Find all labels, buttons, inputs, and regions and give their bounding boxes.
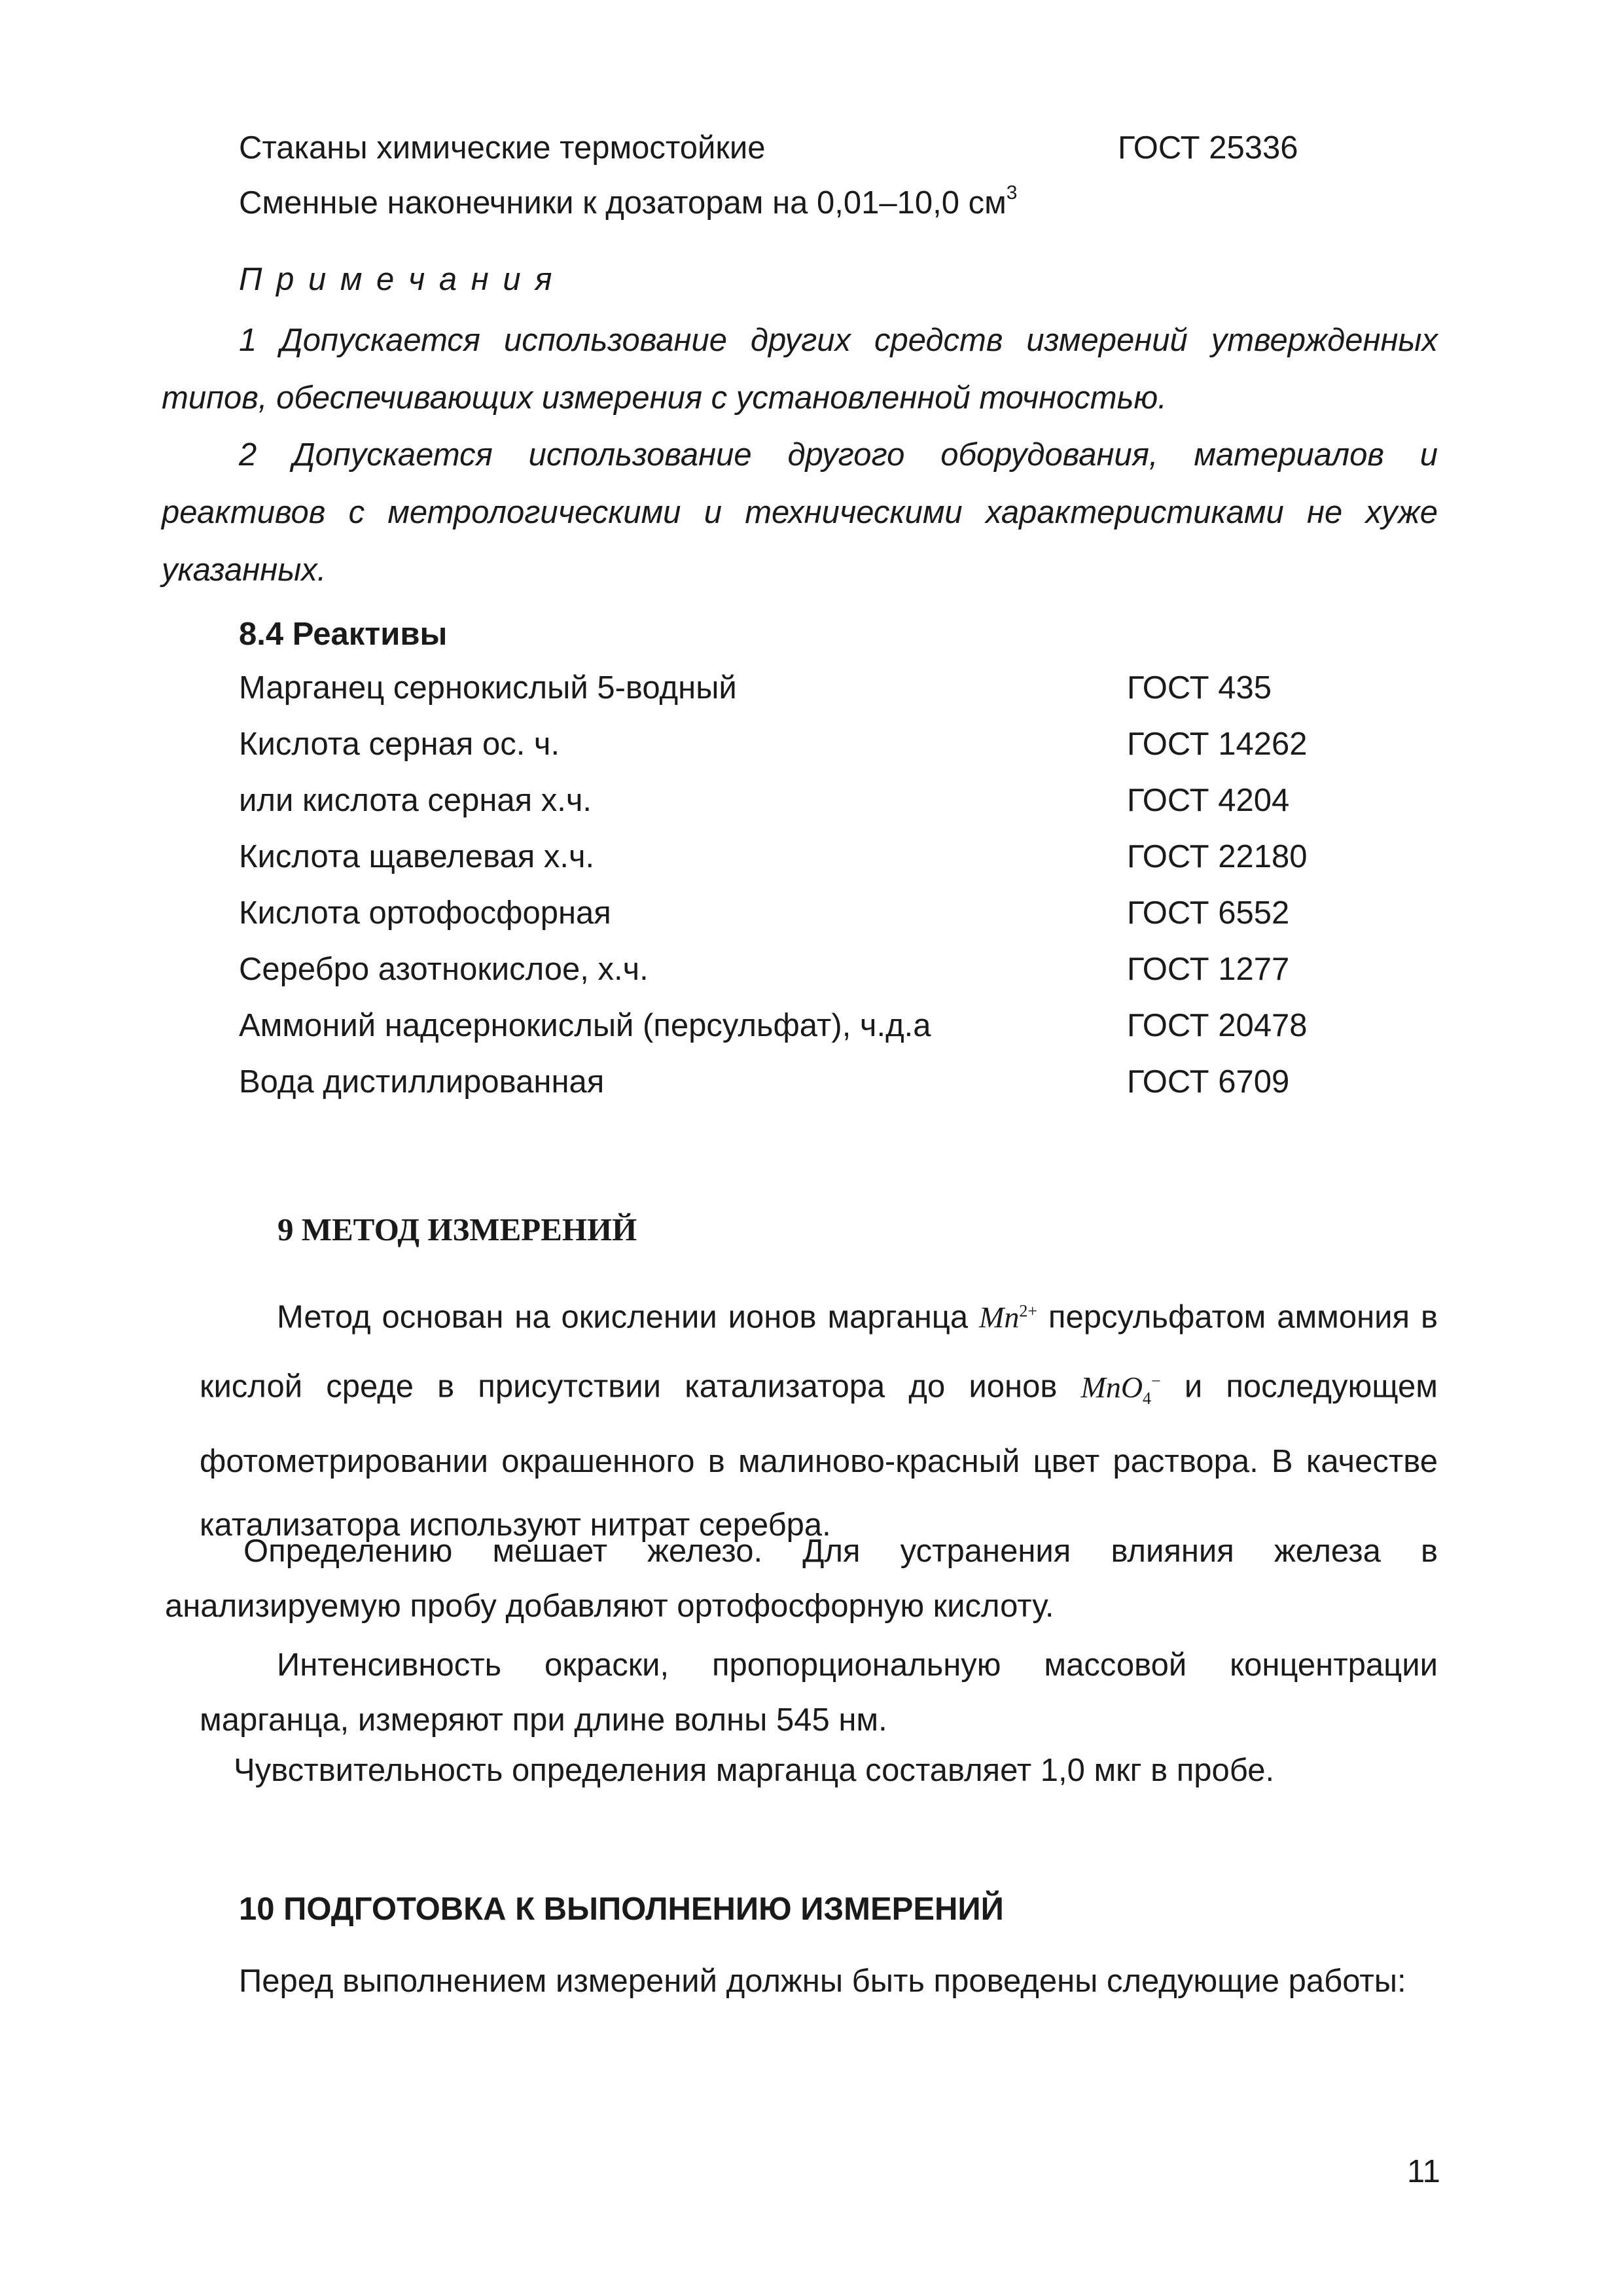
reagent-name: Серебро азотнокислое, х.ч. [239, 952, 649, 987]
note-2: 2 Допускается использование другого оборудования, материалов и реактивов с метрологическими и техническими характеристиками не хуже указанных. [162, 437, 1438, 588]
reagent-gost: ГОСТ 22180 [1127, 839, 1308, 874]
reagent-name: Марганец сернокислый 5-водный [239, 670, 737, 706]
method-text-c: и последующем фотометрировании окрашенного в малиново-красный цвет раствора. В качестве катализатора используют нитрат серебра. [200, 1369, 1438, 1543]
reagent-name: Кислота серная ос. ч. [239, 726, 560, 762]
mno4-ion-formula [1080, 1370, 1161, 1408]
method-text-b: персульфатом аммония в кислой среде в присутствии катализатора до ионов [200, 1299, 1438, 1405]
reagent-name: Аммоний надсернокислый (персульфат), ч.д.а [239, 1008, 931, 1043]
notes-title: П р и м е ч а н и я [239, 262, 555, 297]
reagent-gost: ГОСТ 435 [1127, 670, 1272, 706]
section-9-paragraph-3: Интенсивность окраски, пропорциональную массовой концентрации марганца, измеряют при длине волны 545 нм. [200, 1647, 1438, 1738]
section-9-paragraph-4: Чувствительность определения марганца составляет 1,0 мкг в пробе. [234, 1753, 1275, 1788]
section-9-paragraph-1 [200, 1280, 1438, 1557]
mn-charge: 2+ [1019, 1302, 1038, 1321]
reagent-gost: ГОСТ 6552 [1127, 895, 1290, 931]
section-9-heading: 9 МЕТОД ИЗМЕРЕНИЙ [277, 1211, 637, 1247]
reagent-gost: ГОСТ 1277 [1127, 952, 1290, 987]
reagent-gost: ГОСТ 4204 [1127, 783, 1290, 818]
reagent-gost: ГОСТ 14262 [1127, 726, 1308, 762]
reagent-gost: ГОСТ 20478 [1127, 1008, 1308, 1043]
mn-ion-formula [979, 1300, 1037, 1334]
equipment-tips-text: Сменные наконечники к дозаторам на 0,01–10,0 см [239, 185, 1007, 221]
page-number: 11 [1407, 2154, 1440, 2189]
equipment-beakers-gost: ГОСТ 25336 [1118, 130, 1298, 166]
reagent-name: Кислота ортофосфорная [239, 895, 611, 931]
reagent-name: или кислота серная х.ч. [239, 783, 592, 818]
mno4-base: MnO [1080, 1370, 1143, 1404]
equipment-tips [239, 184, 1017, 223]
section-10-intro: Перед выполнением измерений должны быть проведены следующие работы: [239, 1964, 1406, 1999]
cubic-superscript: 3 [1006, 182, 1018, 204]
section-10-heading: 10 ПОДГОТОВКА К ВЫПОЛНЕНИЮ ИЗМЕРЕНИЙ [239, 1892, 1004, 1927]
mno4-subscript: 4 [1143, 1388, 1152, 1408]
method-text-a: Метод основан на окислении ионов марганца [277, 1299, 969, 1335]
equipment-beakers: Стаканы химические термостойкие [239, 130, 766, 166]
reagents-heading: 8.4 Реактивы [239, 617, 448, 652]
reagent-name: Вода дистиллированная [239, 1064, 605, 1100]
mn-base: Mn [979, 1300, 1020, 1335]
reagent-gost: ГОСТ 6709 [1127, 1064, 1290, 1100]
note-1: 1 Допускается использование других средств измерений утвержденных типов, обеспечивающих измерения с установленной точностью. [162, 323, 1438, 416]
reagent-name: Кислота щавелевая х.ч. [239, 839, 595, 874]
mno4-charge: − [1151, 1371, 1161, 1391]
section-9-paragraph-2: Определению мешает железо. Для устранения влияния железа в анализируемую пробу добавляют ортофосфорную кислоту. [165, 1534, 1438, 1624]
